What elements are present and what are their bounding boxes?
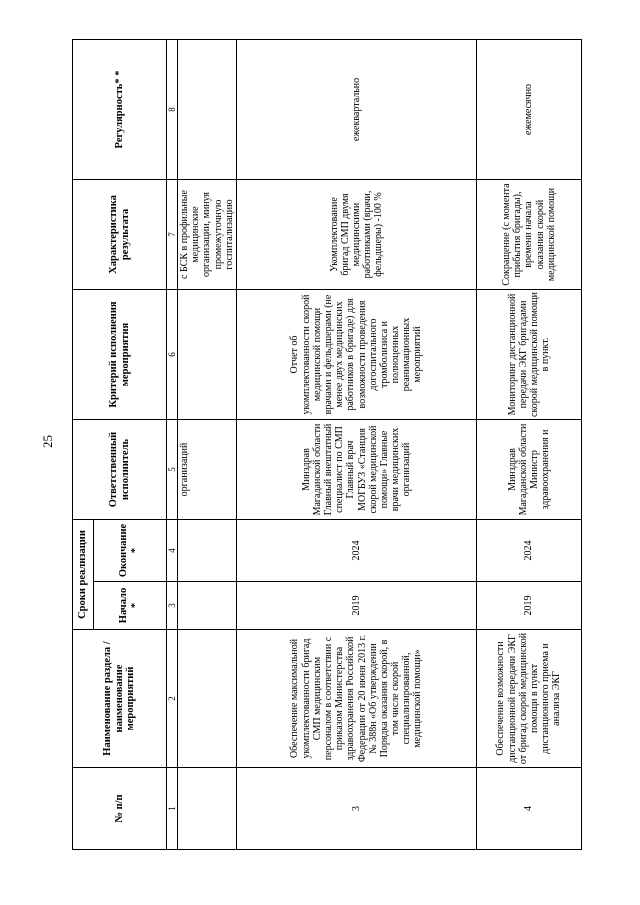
header-name: Наименование раздела /наименование мероприятий [73,630,167,768]
header-regularity: Регулярность* * [73,40,167,180]
row-start: 2019 [477,582,582,630]
table-row [477,40,582,850]
row-regularity: ежемесячно [477,40,582,180]
header-row-1 [73,40,94,850]
header-end: Окончание * [94,520,167,582]
column-number-row [167,40,178,850]
col-number: 2 [167,630,178,768]
rotated-table-container [72,40,582,850]
header-result: Характеристика результата [73,180,167,290]
row-criterion: Отчет об укомплектованности скорой медицинской помощи врачами и фельдшерами (не менее двух медицинских работников в бригаде) для возможности проведения догоспитального тромболизиса и полноценных реанимационных мероприятий [237,290,477,420]
row-end: 2024 [237,520,477,582]
col-number: 6 [167,290,178,420]
header-terms: Сроки реализации [73,520,94,630]
row-regularity: ежеквартально [237,40,477,180]
col-number: 4 [167,520,178,582]
col-number: 5 [167,420,178,520]
measures-table [72,39,582,850]
continuation-executor: организаций [178,420,237,520]
col-number: 3 [167,582,178,630]
header-criterion: Критерий исполнения мероприятия [73,290,167,420]
row-criterion: Мониторинг дистанционной передачи ЭКГ бригадами скорой медицинской помощи в пункт. [477,290,582,420]
col-number: 8 [167,40,178,180]
row-result: Сокращение (с момента прибытия бригады), времени начала оказания скорой медицинской помощи [477,180,582,290]
row-num: 4 [477,768,582,850]
row-executor: Минздрав Магаданской области Министр здравоохранения и [477,420,582,520]
row-result: Укомплектование бригад СМП двумя медицинскими работниками (врачи, фельдшеры) -100 % [237,180,477,290]
continuation-row [178,40,237,850]
row-name: Обеспечение возможности дистанционной передачи ЭКГ от бригад скорой медицинской помощи в пункт дистанционного приема и анализа ЭКГ [477,630,582,768]
header-executor: Ответственный исполнитель [73,420,167,520]
continuation-result: с БСК в профильные медицинские организации, минуя промежуточную госпитализацию [178,180,237,290]
row-end: 2024 [477,520,582,582]
row-executor: Минздрав Магаданской области Главный внештатный специалист по СМП Главный врач МОГБУЗ «Станция скорой медицинской помощи» Главные врачи медицинских организаций [237,420,477,520]
row-num: 3 [237,768,477,850]
row-start: 2019 [237,582,477,630]
col-number: 1 [167,768,178,850]
table-row [237,40,477,850]
header-num: № п/п [73,768,167,850]
header-start: Начало * [94,582,167,630]
col-number: 7 [167,180,178,290]
page-number: 25 [40,435,55,448]
row-name: Обеспечение максимальной укомплектованности бригад СМП медицинским персоналом в соответствии с приказом Министерства здравоохранения Российской Федерации от 20 июня 2013 г. № 388н «Об утверждении Порядка оказания скорой, в том числе скорой специализированной, медицинской помощи» [237,630,477,768]
